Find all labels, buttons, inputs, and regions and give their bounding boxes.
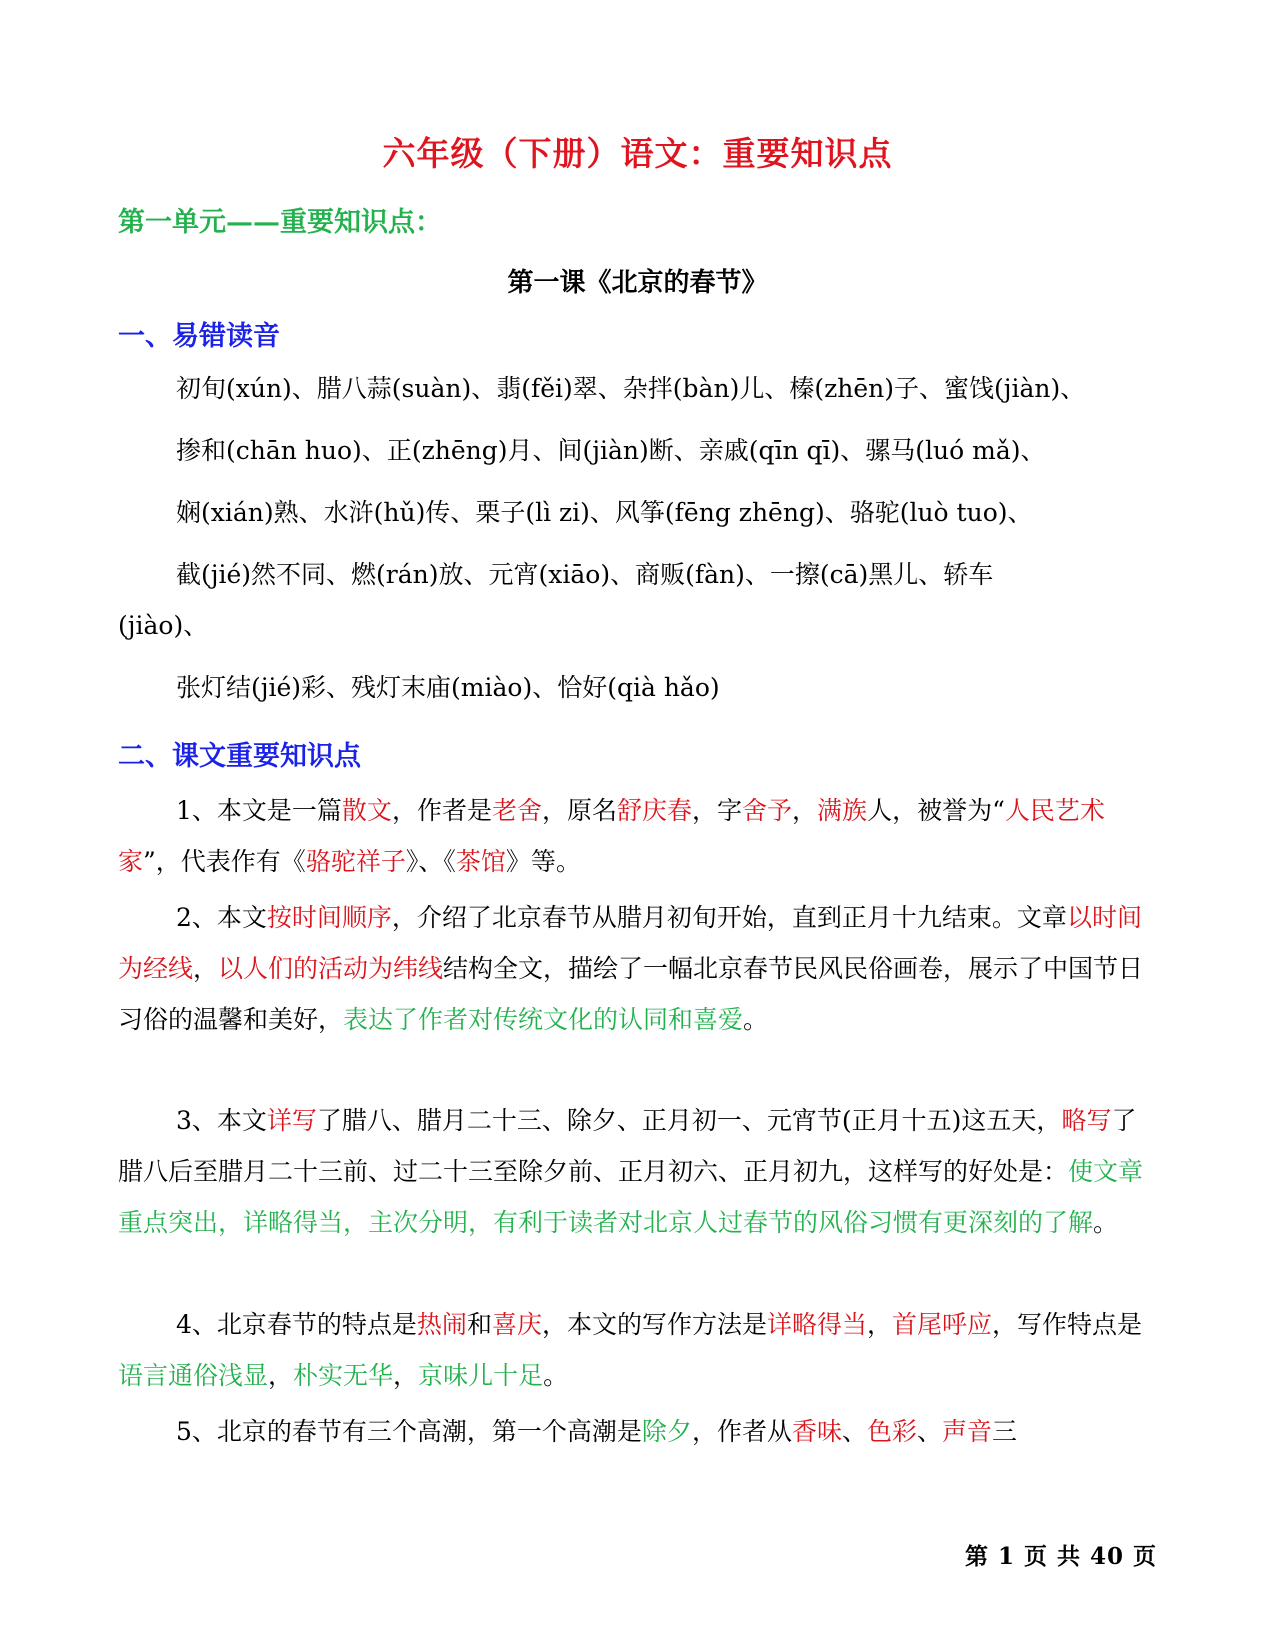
pinyin-line: (jiào)、 [118,611,209,640]
lesson-title: 第一课《北京的春节》 [507,268,768,298]
section-heading-pronunciation: 一、易错读音 [118,321,280,352]
pinyin-line: 初旬(xún)、腊八蒜(suàn)、翡(fěi)翠、杂拌(bàn)儿、榛(zhēn)子、蜜饯(jiàn)、 [176,374,1086,403]
section-heading-key-points: 二、课文重要知识点 [118,741,361,772]
pinyin-line: 掺和(chān huo)、正(zhēng)月、间(jiàn)断、亲戚(qīn qī)、骡马(luó mǎ)、 [176,436,1046,465]
paragraph-1: 1、本文是一篇散文，作者是老舍，原名舒庆春，字舍予，满族人，被誉为“人民艺术家”，代表作有《骆驼祥子》、《茶馆》等。 [118,796,1105,876]
paragraph-3: 3、本文详写了腊八、腊月二十三、除夕、正月初一、元宵节(正月十五)这五天，略写了腊八后至腊月二十三前、过二十三至除夕前、正月初六、正月初九，这样写的好处是：使文章重点突出，详略得当，主次分明，有利于读者对北京人过春节的风俗习惯有更深刻的了解。 [118,1106,1144,1237]
page-number-footer: 第 1 页 共 40 页 [964,1543,1157,1570]
pinyin-line: 截(jié)然不同、燃(rán)放、元宵(xiāo)、商贩(fàn)、一擦(cā)黑儿、轿车 [176,560,994,589]
paragraph-5: 5、北京的春节有三个高潮，第一个高潮是除夕，作者从香味、色彩、声音三 [176,1417,1018,1446]
paragraph-4: 4、北京春节的特点是热闹和喜庆，本文的写作方法是详略得当，首尾呼应，写作特点是语言通俗浅显，朴实无华，京味儿十足。 [118,1310,1143,1390]
pinyin-line: 张灯结(jié)彩、残灯末庙(miào)、恰好(qià hǎo) [176,673,720,702]
paragraph-2: 2、本文按时间顺序，介绍了北京春节从腊月初旬开始，直到正月十九结束。文章以时间为经线，以人们的活动为纬线结构全文，描绘了一幅北京春节民风民俗画卷，展示了中国节日习俗的温馨和美好，表达了作者对传统文化的认同和喜爱。 [118,903,1144,1034]
unit-heading: 第一单元——重要知识点： [118,207,442,238]
pinyin-line: 娴(xián)熟、水浒(hǔ)传、栗子(lì zi)、风筝(fēng zhēng)、骆驼(luò tuo)、 [176,498,1033,527]
document-title: 六年级（下册）语文：重要知识点 [382,134,893,173]
